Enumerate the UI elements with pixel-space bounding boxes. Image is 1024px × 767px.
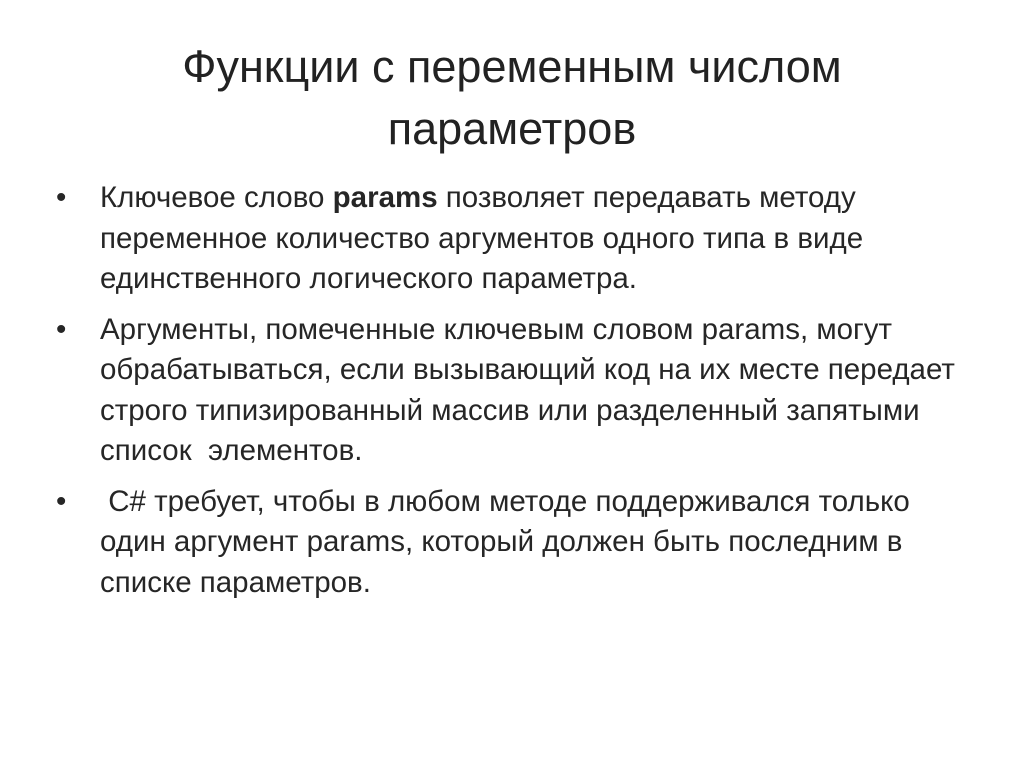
bullet-text: Аргументы, помеченные ключевым словом params, могут обрабатываться, если вызывающий код на их месте передает строго типизированный массив или разделенный запятыми список элементов. — [100, 312, 964, 467]
bullet-text-before: Ключевое слово — [100, 181, 333, 214]
bullet-text-after: позволяет передавать методу переменное количество аргументов одного типа в виде единственного логического параметра. — [100, 181, 864, 295]
bullet-item-params-keyword — [56, 178, 976, 300]
slide-title-line-1: Функции с переменным числом — [182, 41, 842, 92]
bullet-text: C# требует, чтобы в любом методе поддерживался только один аргумент params, который должен быть последним в списке параметров. — [100, 484, 919, 599]
slide-title — [100, 36, 924, 160]
bullet-item-arguments — [56, 310, 976, 472]
slide-title-line-2: параметров — [387, 103, 637, 154]
keyword-params: params — [332, 181, 438, 214]
bullet-item-csharp-requirement — [56, 482, 976, 604]
bullet-list — [56, 178, 976, 613]
bullet-marker: • — [56, 312, 67, 346]
bullet-marker: • — [56, 484, 67, 518]
bullet-text — [100, 181, 863, 295]
bullet-marker: • — [56, 181, 67, 214]
